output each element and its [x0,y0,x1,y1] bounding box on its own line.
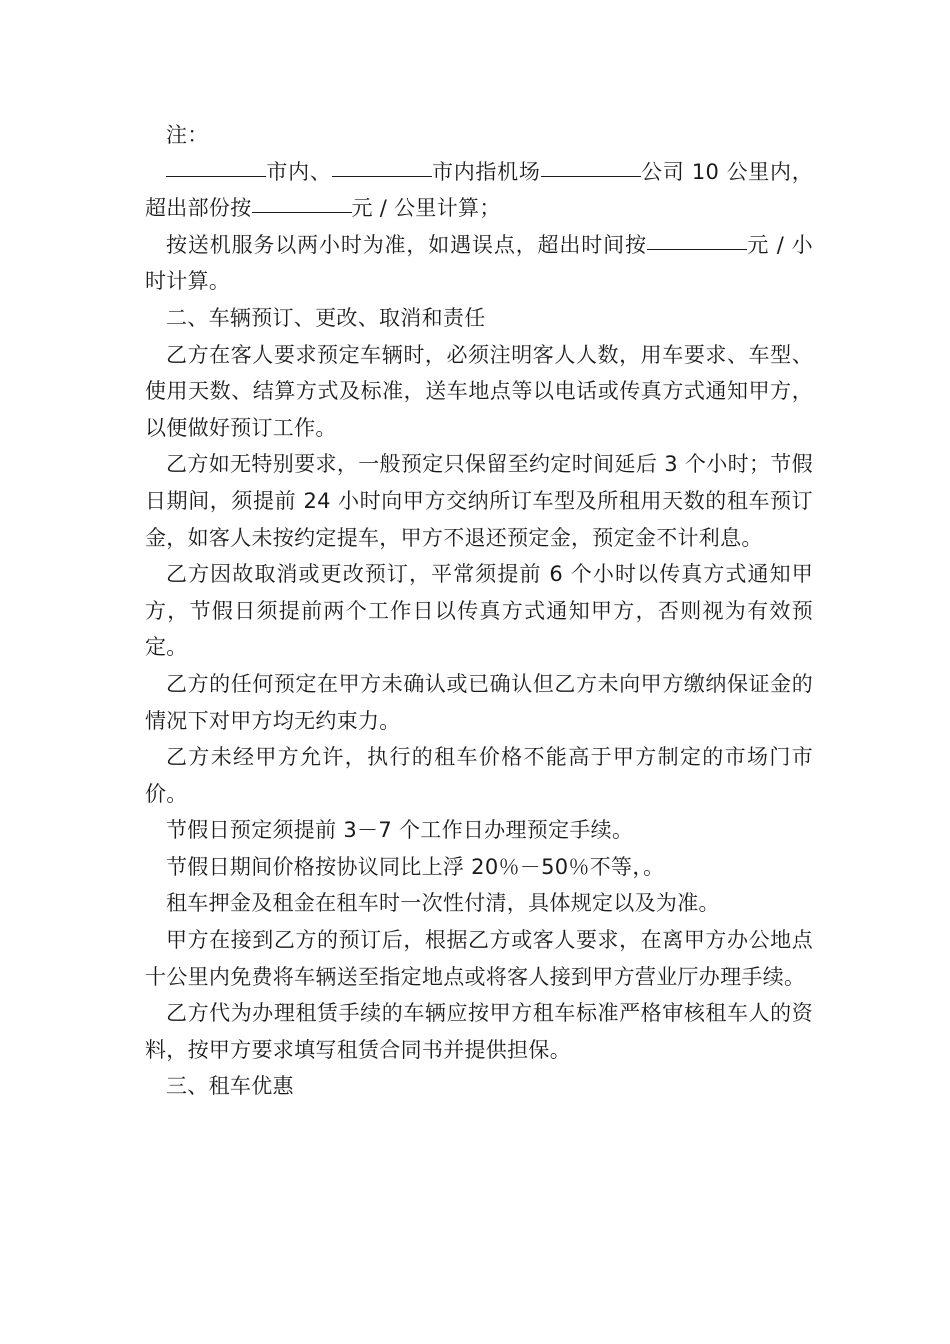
distance-rule-text-4: 元 / 公里计算； [351,196,501,221]
paragraph: 乙方如无特别要求，一般预定只保留至约定时间延后 3 个小时；节假日期间，须提前 24 小时向甲方交纳所订车型及所租用天数的租车预订金，如客人未按约定提车，甲方不退还预定金，预定金不计利息。 [145,452,813,550]
note-heading-text: 注： [166,123,209,147]
note-heading [145,117,813,154]
distance-rule-text-2: 市内指机场 [431,159,541,184]
airport-rule-text-2: 元 / 小时计算。 [145,232,813,294]
paragraph: 乙方未经甲方允许，执行的租车价格不能高于甲方制定的市场门市价。 [145,745,813,806]
paragraph: 乙方因故取消或更改预订，平常须提前 6 个小时以传真方式通知甲方，节假日须提前两个工作日以传真方式通知甲方，否则视为有效预定。 [145,562,813,660]
paragraph: 租车押金及租金在租车时一次性付清，具体规定以及为准。 [166,891,720,916]
fill-blank [647,249,747,250]
paragraph: 节假日预定须提前 3－7 个工作日办理预定手续。 [166,818,634,843]
section-3-title [145,1068,813,1105]
section-2-title [145,300,813,337]
distance-rule-text-3: 公司 10 公里内，超出部份按 [145,159,814,221]
distance-rule-text-1: 市内、 [266,159,332,184]
paragraph: 甲方在接到乙方的预订后，根据乙方或客人要求，在离甲方办公地点十公里内免费将车辆送至指定地点或将客人接到甲方营业厅办理手续。 [145,928,813,989]
airport-rule [145,227,813,300]
paragraph: 节假日期间价格按协议同比上浮 20％－50％不等，。 [166,854,665,879]
paragraph: 乙方的任何预定在甲方未确认或已确认但乙方未向甲方缴纳保证金的情况下对甲方均无约束力。 [145,671,813,733]
fill-blank [332,176,432,177]
fill-blank [166,176,266,177]
section-3-title-text: 三、租车优惠 [166,1074,294,1099]
fill-blank [252,212,352,213]
paragraph: 乙方在客人要求预定车辆时，必须注明客人人数，用车要求、车型、使用天数、结算方式及标准，送车地点等以电话或传真方式通知甲方，以便做好预订工作。 [145,342,813,440]
airport-rule-text-1: 按送机服务以两小时为准，如遇误点，超出时间按 [166,232,647,257]
fill-blank [541,176,641,177]
distance-rule [145,154,813,227]
section-2-title-text: 二、车辆预订、更改、取消和责任 [166,305,486,330]
document-body [145,117,813,1105]
paragraph: 乙方代为办理租赁手续的车辆应按甲方租车标准严格审核租车人的资料，按甲方要求填写租赁合同书并提供担保。 [145,1001,813,1062]
